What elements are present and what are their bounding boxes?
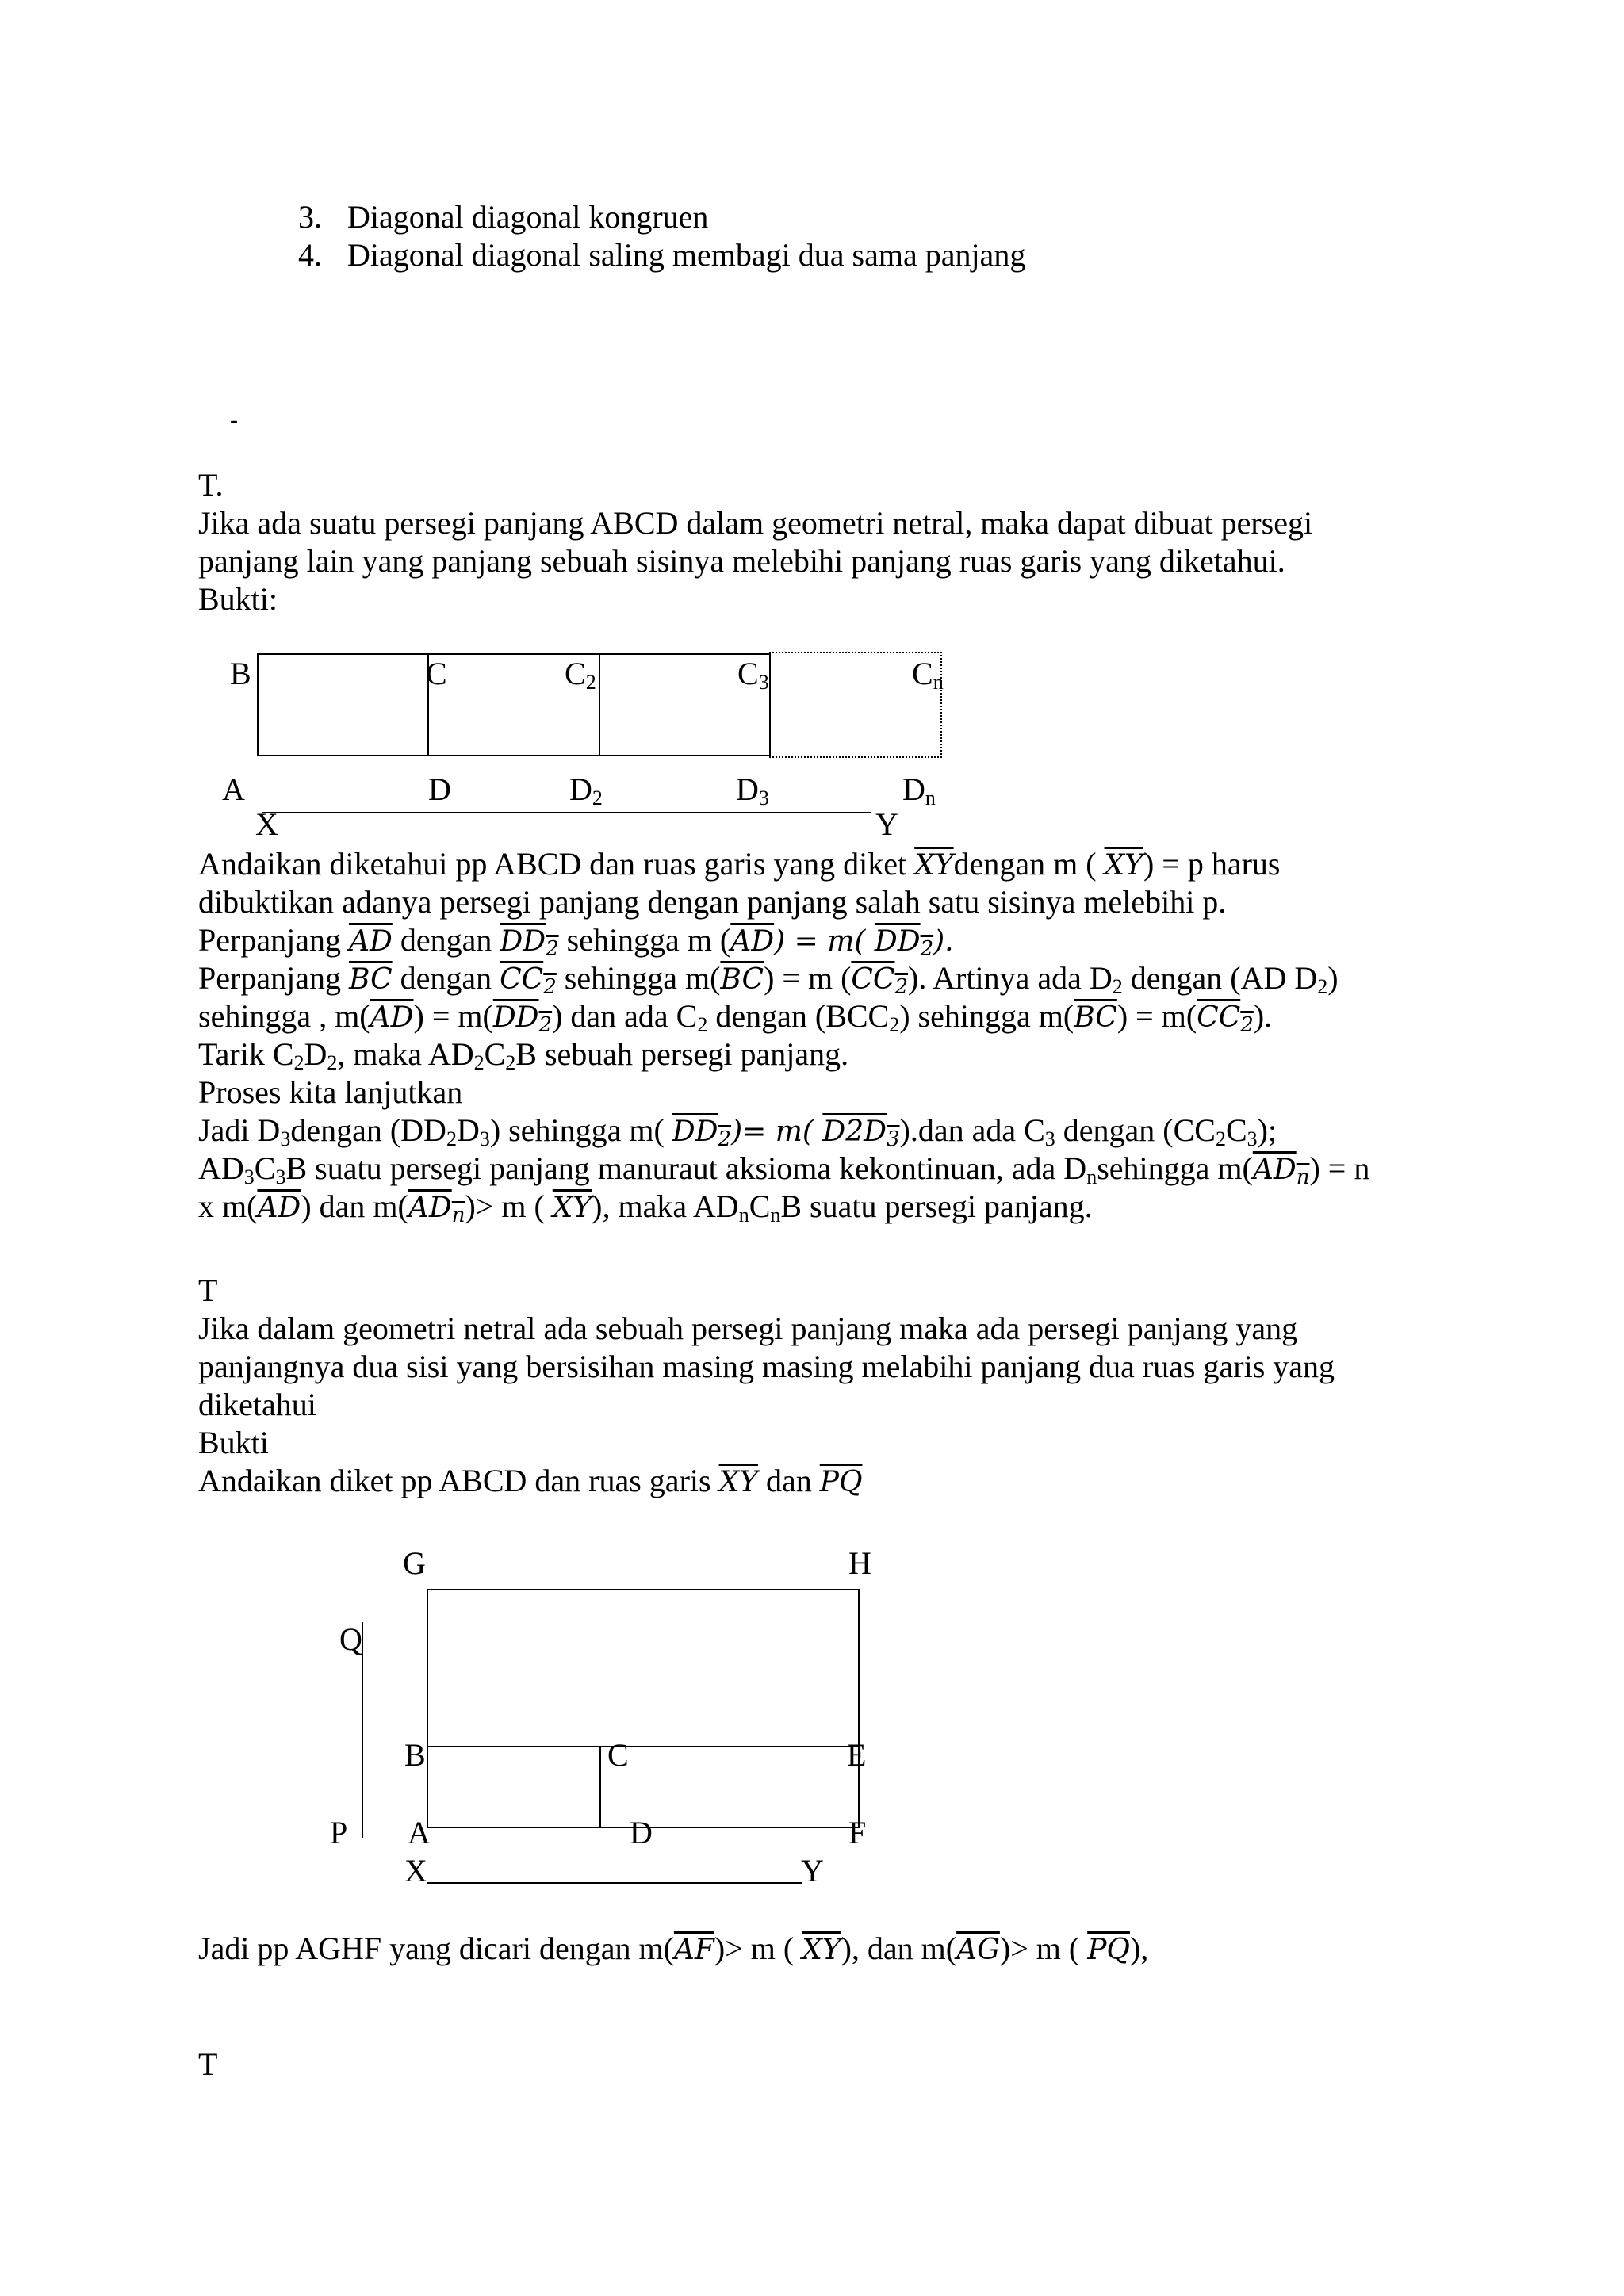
label-d: D	[630, 1815, 653, 1850]
proof-label: Bukti:	[198, 581, 278, 617]
theorem-text: Jika ada suatu persegi panjang ABCD dalam geometri netral, maka dapat dibuat persegi	[198, 505, 1313, 541]
label-c: C	[426, 656, 447, 691]
stray-mark: -	[230, 407, 238, 433]
proof-line: $AD_3C_3B$ suatu persegi panjang manuraut aksioma kekontinuan, ada $D_nsehingga$ $m(AD_n) = n$	[198, 1150, 1370, 1189]
label-y: Y	[801, 1853, 824, 1888]
label-c2: $C_2$	[565, 656, 596, 694]
list-number: 3.	[298, 199, 322, 235]
proof-line: sehingga , $m(\overline{AD}) = m(DD_2)$ dan ada $C_2$ dengan $(BCC_2)$ sehingga $m(\overline{BC}) = m(CC_2)$.	[198, 998, 1273, 1037]
list-text: Diagonal diagonal kongruen	[347, 199, 709, 235]
proof-line: Perpanjang $\overline{BC}$ dengan $CC_2$ sehingga $m(\overline{BC}) = m$ $(CC_2)$. Artinya ada $D_2$ dengan (AD $D_2$)	[198, 960, 1339, 999]
label-x: X	[255, 806, 278, 842]
theorem-text: Jika dalam geometri netral ada sebuah persegi panjang maka ada persegi panjang yang	[198, 1311, 1298, 1346]
rectangle-abcd-chain	[257, 653, 771, 756]
segment-xy	[427, 1882, 802, 1884]
label-d: D	[428, 771, 451, 807]
label-c: C	[607, 1737, 629, 1773]
list-item	[298, 198, 708, 236]
label-x: X	[404, 1853, 427, 1888]
theorem-label: T	[198, 2046, 218, 2082]
label-c3: $C_3$	[737, 656, 769, 694]
proof-label: Bukti	[198, 1425, 269, 1460]
segment-cd	[599, 1746, 601, 1828]
label-d3: $D_3$	[736, 771, 769, 809]
theorem-label: T.	[198, 467, 224, 503]
proof-line: Proses kita lanjutkan	[198, 1074, 463, 1110]
rectangle-aghf	[427, 1589, 860, 1828]
proof-line: Andaikan diketahui pp ABCD dan ruas garis yang diket $\overline{XY}dengan$ m ( $\overline{XY}) = p$ harus	[198, 846, 1281, 882]
list-item	[298, 236, 1025, 274]
label-a: A	[222, 771, 245, 807]
segment-c2d2	[599, 653, 600, 756]
proof-line: dibuktikan adanya persegi panjang dengan panjang salah satu sisinya melebihi p.	[198, 884, 1227, 920]
proof-line: Tarik $C_2D_2$, maka $AD_2C_2B$ sebuah persegi panjang.	[198, 1036, 849, 1074]
label-y: Y	[875, 806, 898, 842]
conclusion-line: Jadi pp AGHF yang dicari dengan $m(\overline{AF})> m$ ( $\overline{XY}$), dan $m(\overline{AG})> m$ ( $\overline{PQ}$),	[198, 1931, 1149, 1966]
label-d2: $D_2$	[569, 771, 603, 809]
proof-line: x $m(\overline{AD})$ dan $m(AD_n)> m$ ( $\overline{XY}$), maka $AD_nC_nB$ suatu persegi panjang.	[198, 1188, 1093, 1227]
theorem-text: diketahui	[198, 1387, 316, 1422]
label-f: F	[848, 1815, 867, 1850]
list-text: Diagonal diagonal saling membagi dua sama panjang	[347, 237, 1026, 273]
label-a: A	[408, 1815, 431, 1850]
label-e: E	[847, 1737, 867, 1773]
segment-be	[427, 1746, 860, 1747]
label-p: P	[330, 1815, 348, 1850]
theorem-label: T	[198, 1272, 218, 1308]
label-g: G	[403, 1545, 426, 1581]
theorem-text: panjangnya dua sisi yang bersisihan masing masing melabihi panjang dua ruas garis yang	[198, 1349, 1335, 1384]
list-number: 4.	[298, 237, 322, 273]
proof-line: Perpanjang $\overline{AD}$ dengan $DD_2$ sehingga m $(\overline{AD}) = m$( $DD_2$).	[198, 922, 954, 961]
theorem-text: panjang lain yang panjang sebuah sisinya melebihi panjang ruas garis yang diketahui.	[198, 543, 1285, 579]
segment-pq	[362, 1622, 363, 1838]
label-q: Q	[339, 1621, 362, 1657]
segment-xy	[262, 812, 871, 813]
proof-line: Andaikan diket pp ABCD dan ruas garis $\overline{XY}$ dan $\overline{PQ}$	[198, 1463, 863, 1498]
label-dn: $D_n$	[902, 771, 936, 809]
label-h: H	[848, 1545, 871, 1581]
label-cn: $C_n$	[912, 656, 944, 694]
label-b: B	[230, 656, 251, 691]
proof-line: Jadi $D_3dengan$ $(DD_2D_3)$ sehingga m( $DD_2)= m$( $D2D_3).dan$ ada $C_3$ dengan $(CC_2C_3)$;	[198, 1112, 1277, 1151]
label-b: B	[404, 1737, 426, 1773]
